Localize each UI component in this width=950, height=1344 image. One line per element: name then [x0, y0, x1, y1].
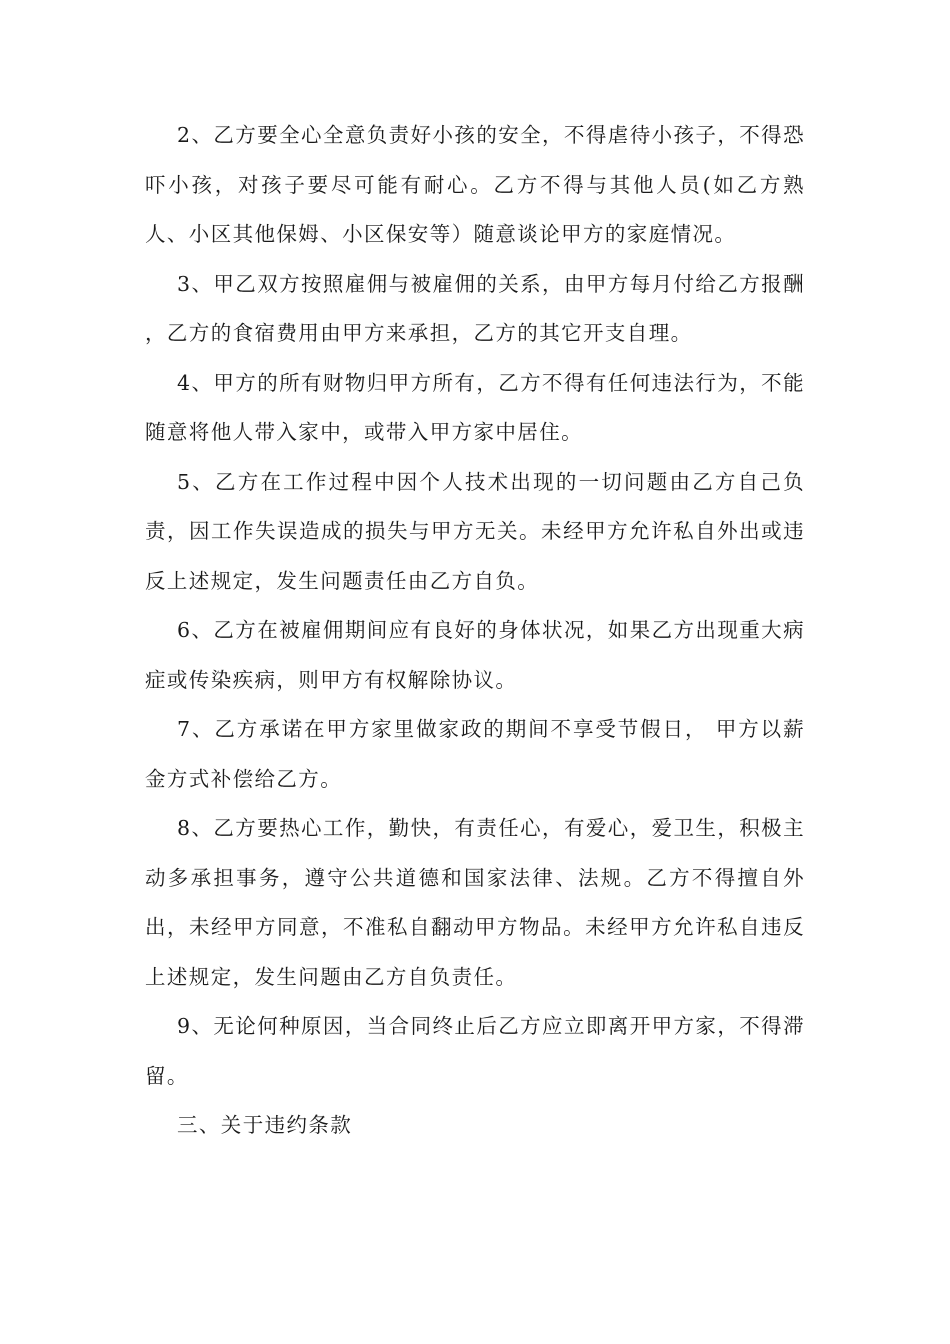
document-body — [145, 111, 805, 1151]
clause-5: 5、乙方在工作过程中因个人技术出现的一切问题由乙方自己负责，因工作失误造成的损失与甲方无关。未经甲方允许私自外出或违反上述规定，发生问题责任由乙方自负。 — [145, 469, 805, 593]
section-heading-breach-terms: 三、关于违约条款 — [177, 1113, 353, 1137]
clause-9: 9、无论何种原因，当合同终止后乙方应立即离开甲方家，不得滞留。 — [145, 1014, 805, 1088]
clause-7: 7、乙方承诺在甲方家里做家政的期间不享受节假日， 甲方以薪金方式补偿给乙方。 — [145, 717, 805, 791]
clause-3: 3、甲乙双方按照雇佣与被雇佣的关系，由甲方每月付给乙方报酬 ，乙方的食宿费用由甲方来承担，乙方的其它开支自理。 — [145, 271, 805, 345]
clause-8: 8、乙方要热心工作，勤快，有责任心，有爱心，爱卫生，积极主动多承担事务，遵守公共道德和国家法律、法规。乙方不得擅自外出，未经甲方同意，不准私自翻动甲方物品。未经甲方允许私自违反上述规定，发生问题由乙方自负责任。 — [145, 816, 805, 989]
clause-4: 4、甲方的所有财物归甲方所有，乙方不得有任何违法行为，不能随意将他人带入家中，或带入甲方家中居住。 — [145, 370, 805, 444]
clause-2: 2、乙方要全心全意负责好小孩的安全，不得虐待小孩子，不得恐吓小孩，对孩子要尽可能有耐心。乙方不得与其他人员(如乙方熟人、小区其他保姆、小区保安等）随意谈论甲方的家庭情况。 — [145, 123, 805, 246]
clause-6: 6、乙方在被雇佣期间应有良好的身体状况，如果乙方出现重大病症或传染疾病，则甲方有权解除协议。 — [145, 618, 805, 692]
